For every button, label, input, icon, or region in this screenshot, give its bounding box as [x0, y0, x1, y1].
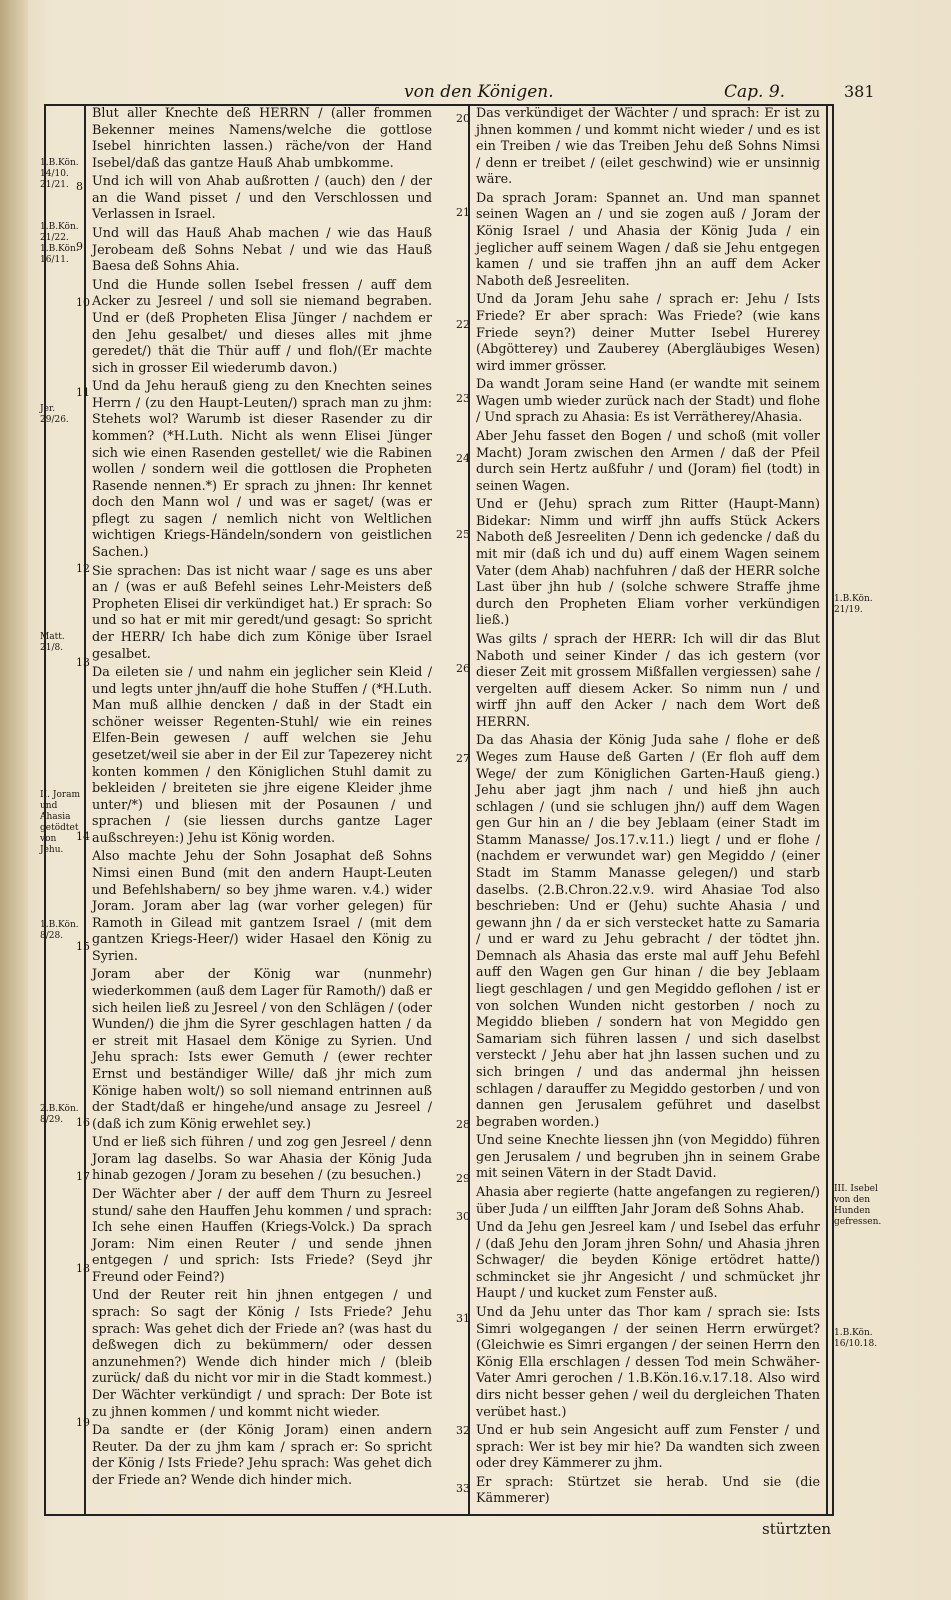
- left-text-column: [92, 106, 432, 1491]
- verse-text: Und da Jehu unter das Thor kam / sprach sie: Ists Simri wolgegangen / der seinen Herrn erwürget? (Gleichwie es Simri ergangen / der seinen Herrn den König Ella erschlagen / dessen Tod mein Schwäher-Vater Amri gerochen / 1.B.Kön.16.v.17.18. Also wird dirs nicht besser gehen / weil du dergleichen Thaten verübet hast.): [476, 1305, 820, 1420]
- verse-text: Ahasia aber regierte (hatte angefangen zu regieren/) über Juda / un eilfften Jahr Joram deß Sohns Ahab.: [476, 1185, 820, 1217]
- verse-number: 15: [76, 940, 90, 953]
- center-column-rule: [468, 104, 470, 1516]
- verse-number: 9: [76, 240, 83, 253]
- verse-text: Also machte Jehu der Sohn Josaphat deß Sohns Nimsi einen Bund (mit den andern Haupt-Leuten und Befehlshabern/ so bey jhme waren. v.4.) wider Joram. Joram aber lag (war vorher gelegen) für Ramoth in Gilead mit gantzem Israel / (mit dem gantzen Kriegs-Heer/) wider Hasael den König zu Syrien.: [92, 849, 432, 964]
- verse-number: 25: [456, 528, 470, 541]
- verse-text: Und da Joram Jehu sahe / sprach er: Jehu / Ists Friede? Er aber sprach: Was Friede? (wie kans Friede seyn?) deiner Mutter Isebel Hurerey (Abgötterey) und Zauberey (Abergläubiges Wesen) wird immer grösser.: [476, 292, 820, 374]
- margin-note: III. Isebel von den Hunden gefressen.: [834, 1184, 882, 1227]
- margin-note: Jer. 29/26.: [40, 404, 69, 425]
- verse-text: Und er ließ sich führen / und zog gen Jesreel / denn Joram lag daselbs. So war Ahasia der König Juda hinab gezogen / Joram zu besehen / (zu besuchen.): [92, 1135, 432, 1184]
- verse-text: Da wandt Joram seine Hand (er wandte mit seinem Wagen umb wieder zurück nach der Stadt) und flohe / Und sprach zu Ahasia: Es ist Verrätherey/Ahasia.: [476, 377, 820, 426]
- running-header: [44, 82, 875, 104]
- verse-number: 12: [76, 562, 90, 575]
- verse-text: Und der Reuter reit hin jhnen entgegen / und sprach: So sagt der König / Ists Friede? Jehu sprach: Was gehet dich der Friede an? (was hast du deßwegen dich zu bekümmern/ oder dessen anzunehmen?) Wende dich hinder mich / (bleib zurück/ daß du nicht vor mir in die Stadt kommest.) Der Wächter verkündigt / und sprach: Der Bote ist zu jhnen kommen / und kommt nicht wieder.: [92, 1288, 432, 1420]
- right-text-column: [476, 106, 820, 1510]
- verse-number: 21: [456, 206, 470, 219]
- verse-text: Da das Ahasia der König Juda sahe / flohe er deß Weges zum Hause deß Garten / (Er floh auff dem Wege/ der zum Königlichen Garten-Hauß gieng.) Jehu aber jagt jhm nach / und hieß jhn auch schlagen / (und sie schlugen jhn/) auff dem Wagen gen Gur hin an / die bey Jeblaam (einer Stadt im Stamm Manasse/ Jos.17.v.11.) liegt / und er flohe / (nachdem er verwundet war) gen Megiddo / (einer Stadt im Stamm Manasse gelegen/) und starb daselbs. (2.B.Chron.22.v.9. wird Ahasiae Tod also beschrieben: Und er (Jehu) suchte Ahasia / und gewann jhn / da er sich verstecket hatte zu Samaria / und er ward zu Jehu gebracht / der tödtet jhn. Demnach als Ahasia das erste mal auff Jehu Befehl auff den Wagen gen Gur hinan / die bey Jeblaam liegt geschlagen / und gen Megiddo geflohen / ist er von solchen Wunden nicht gestorben / noch zu Megiddo blieben / sondern hat von Megiddo gen Samariam sich führen lassen / und sich daselbst versteckt / Jehu aber hat jhn lassen suchen und zu sich bringen / und das andermal jhn heissen schlagen / darauffer zu Megiddo gestorben / und von dannen gen Jerusalem geführet und daselbst begraben worden.): [476, 733, 820, 1130]
- verse-text: Da sandte er (der König Joram) einen andern Reuter. Da der zu jhm kam / sprach er: So spricht der König / Ists Friede? Jehu sprach: Was gehet dich der Friede an? Wende dich hinder mich.: [92, 1423, 432, 1488]
- verse-text: Da sprach Joram: Spannet an. Und man spannet seinen Wagen an / und sie zogen auß / Joram der König Israel / und Ahasia der König Juda / ein jeglicher auff seinem Wagen / daß sie Jehu entgegen kamen / und sie traffen jhn an auff dem Acker Naboth deß Jesreeliten.: [476, 190, 820, 289]
- margin-note: 1.B.Kön. 8/28.: [40, 920, 79, 941]
- verse-text: Und ich will von Ahab außrotten / (auch) den / der an die Wand pisset / und den Verschlossen und Verlassen in Israel.: [92, 174, 432, 223]
- verse-text: Und er hub sein Angesicht auff zum Fenster / und sprach: Wer ist bey mir hie? Da wandten sich zween oder drey Kämmerer zu jhm.: [476, 1423, 820, 1472]
- margin-note: 2.B.Kön. 8/29.: [40, 1104, 79, 1125]
- verse-number: 29: [456, 1172, 470, 1185]
- margin-note: 1.B.Kön. 21/22. 1.B.Kön. 16/11.: [40, 222, 79, 265]
- verse-number: 31: [456, 1312, 470, 1325]
- verse-number: 20: [456, 112, 470, 125]
- verse-number: 17: [76, 1170, 90, 1183]
- verse-number: 13: [76, 656, 90, 669]
- verse-number: 30: [456, 1210, 470, 1223]
- verse-number: 24: [456, 452, 470, 465]
- verse-text: Was gilts / sprach der HERR: Ich will dir das Blut Naboth und seiner Kinder / das ich gestern (vor dieser Zeit mit grossem Mißfallen vergiessen) sahe / vergelten auff diesem Acker. So nimm nun / und wirff jhn auff den Acker / nach dem Wort deß HERRN.: [476, 631, 820, 730]
- verse-number: 27: [456, 752, 470, 765]
- verse-number: 28: [456, 1118, 470, 1131]
- verse-number: 19: [76, 1416, 90, 1429]
- margin-note: II. Joram und Ahasia getödtet von Jehu.: [40, 790, 81, 855]
- verse-text: Und die Hunde sollen Isebel fressen / auff dem Acker zu Jesreel / und soll sie niemand begraben. Und er (deß Propheten Elisa Jünger / nachdem er den Jehu gesalbet/ und dieses alles mit jhme geredet/) thät die Thür auff / und floh/(Er machte sich in grosser Eil wiederumb davon.): [92, 277, 432, 376]
- verse-number: 32: [456, 1424, 470, 1437]
- left-margin-rule: [84, 104, 86, 1516]
- verse-number: 10: [76, 296, 90, 309]
- verse-number: 8: [76, 180, 83, 193]
- verse-number: 14: [76, 830, 90, 843]
- verse-text: Und da Jehu herauß gieng zu den Knechten seines Herrn / (zu den Haupt-Leuten/) sprach man zu jhm: Stehets wol? Warumb ist dieser Rasender zu dir kommen? (*H.Luth. Nicht als wenn Elisei Jünger sich wie einen Rasenden gestellet/ wie die Rabinen wollen / sondern weil die gottlosen die Propheten Rasende nennen.*) Er sprach zu jhnen: Ihr kennet doch den Mann wol / und was er saget/ (was er pflegt zu sagen / nemlich nicht von Weltlichen wichtigen Kriegs-Händeln/sondern von geistlichen Sachen.): [92, 379, 432, 561]
- verse-text: Blut aller Knechte deß HERRN / (aller frommen Bekenner meines Namens/welche die gottlose Isebel hinrichten lassen.) räche/von der Hand Isebel/daß das gantze Hauß Ahab umbkomme.: [92, 106, 432, 171]
- verse-text: Sie sprachen: Das ist nicht waar / sage es uns aber an / (was er auß Befehl seines Lehr-Meisters deß Propheten Elisei dir verkündiget hat.) Er sprach: So und so hat er mit mir geredt/und gesagt: So spricht der HERR/ Ich habe dich zum Könige über Israel gesalbet.: [92, 563, 432, 662]
- verse-text: Und seine Knechte liessen jhn (von Megiddo) führen gen Jerusalem / und begruben jhn in seinem Grabe mit seinen Vätern in der Stadt David.: [476, 1133, 820, 1182]
- page-spine-shadow: [0, 0, 28, 1600]
- verse-text: Und will das Hauß Ahab machen / wie das Hauß Jerobeam deß Sohns Nebat / und wie das Hauß Baesa deß Sohns Ahia.: [92, 226, 432, 275]
- margin-note: 1.B.Kön. 21/19.: [834, 594, 873, 615]
- catchword: stürtzten: [762, 1520, 832, 1538]
- margin-note: Matt. 21/8.: [40, 632, 65, 653]
- verse-number: 18: [76, 1262, 90, 1275]
- verse-number: 26: [456, 662, 470, 675]
- right-margin-rule: [826, 104, 828, 1516]
- verse-number: 22: [456, 318, 470, 331]
- verse-text: Da eileten sie / und nahm ein jeglicher sein Kleid / und legts unter jhn/auff die hohe Stuffen / (*H.Luth. Man muß allhie dencken / daß in der Stadt ein schöner weisser Regenten-Stuhl/ wie ein reines Elfen-Bein gewesen / auff welchen sie Jehu gesetzet/weil sie aber in der Eil zur Tapezerey nicht konten kommen / den Königlichen Stuhl damit zu bekleiden / breiteten sie jhre eigene Kleider jhme unter/*) und bliesen mit der Posaunen / und sprachen / (sie liessen durchs gantze Lager außschreyen:) Jehu ist König worden.: [92, 665, 432, 846]
- verse-text: Und er (Jehu) sprach zum Ritter (Haupt-Mann) Bidekar: Nimm und wirff jhn auffs Stück Ackers Naboth deß Jesreeliten / Denn ich gedencke / daß du mit mir (daß ich und du) auff einem Wagen seinem Vater (dem Ahab) nachfuhren / daß der HERR solche Last über jhn hub / (solche schwere Straffe jhme durch den Propheten Eliam vorher verkündigen ließ.): [476, 497, 820, 629]
- verse-text: Er sprach: Stürtzet sie herab. Und sie (die Kämmerer): [476, 1474, 820, 1507]
- verse-text: Der Wächter aber / der auff dem Thurn zu Jesreel stund/ sahe den Hauffen Jehu kommen / und sprach: Ich sehe einen Hauffen (Kriegs-Volck.) Da sprach Joram: Nim einen Reuter / und sende jhnen entgegen / und sprich: Ists Friede? (Seyd jhr Freund oder Feind?): [92, 1187, 432, 1285]
- verse-number: 33: [456, 1482, 470, 1495]
- verse-number: 11: [76, 386, 90, 399]
- verse-text: Joram aber der König war (nunmehr) wiederkommen (auß dem Lager für Ramoth/) daß er sich heilen ließ zu Jesreel / von den Schlägen / (oder Wunden/) die jhm die Syrer geschlagen hatten / da er streit mit Hasael dem Könige zu Syrien. Und Jehu sprach: Ists ewer Gemuth / (ewer rechter Ernst und beständiger Wille/ daß jhr mich zum Könige haben wolt/) so soll niemand entrinnen auß der Stadt/daß er hingehe/und ansage zu Jesreel / (daß ich zum König erwehlet sey.): [92, 967, 432, 1132]
- verse-text: Das verkündiget der Wächter / und sprach: Er ist zu jhnen kommen / und kommt nicht wieder / und es ist ein Treiben / wie das Treiben Jehu deß Sohns Nimsi / denn er treibet / (eilet geschwind) wie er unsinnig wäre.: [476, 106, 820, 188]
- margin-note: 1.B.Kön. 16/10.18.: [834, 1328, 878, 1349]
- verse-number: 16: [76, 1116, 90, 1129]
- margin-note: 1.B.Kön. 14/10. 21/21.: [40, 158, 79, 190]
- chapter-label: Cap. 9.: [724, 82, 786, 102]
- verse-text: Und da Jehu gen Jesreel kam / und Isebel das erfuhr / (daß Jehu den Joram jhren Sohn/ und Ahasia jhren Schwager/ die beyden Könige ertödret hatte/) schmincket sie jhr Angesicht / und schmücket jhr Haupt / und kucket zum Fenster auß.: [476, 1220, 820, 1302]
- verse-text: Aber Jehu fasset den Bogen / und schoß (mit voller Macht) Joram zwischen den Armen / daß der Pfeil durch sein Hertz außfuhr / und (Joram) fiel (todt) in seinen Wagen.: [476, 428, 820, 494]
- verse-number: 23: [456, 392, 470, 405]
- header-title: von den Königen.: [404, 82, 554, 102]
- page-number: 381: [844, 82, 875, 101]
